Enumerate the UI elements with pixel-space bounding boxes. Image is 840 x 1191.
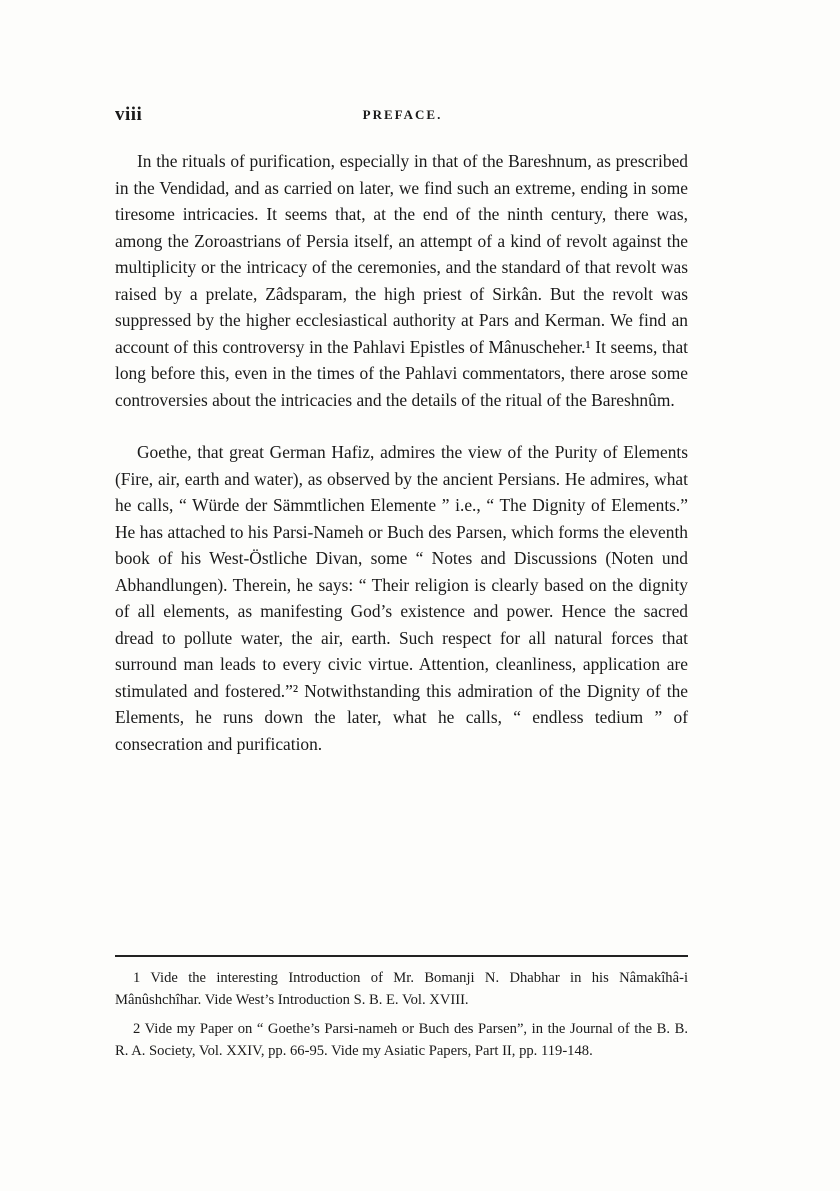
footnote-divider	[115, 955, 688, 957]
footnote-2: 2 Vide my Paper on “ Goethe’s Parsi-nameh or Buch des Parsen”, in the Journal of the B. B. R. A. Society, Vol. XXIV, pp. 66-95. Vide my Asiatic Papers, Part II, pp. 119-148.	[115, 1021, 688, 1059]
paragraph-purification: In the rituals of purification, especially in that of the Bareshnum, as prescribed in the Vendidad, and as carried on later, we find such an extreme, ending in some tiresome intricacies. It seems that, at the end of the ninth century, there was, among the Zoroastrians of Persia itself, an attempt of a kind of revolt against the multiplicity or the intricacy of the ceremonies, and the standard of that revolt was raised by a prelate, Zâdsparam, the high priest of Sirkân. But the revolt was suppressed by the higher ecclesiastical authority at Pars and Kerman. We find an account of this controversy in the Pahlavi Epistles of Mânuscheher.¹ It seems, that long before this, even in the times of the Pahlavi commentators, there arose some controversies about the intricacies and the details of the ritual of the Bareshnûm.	[115, 151, 688, 410]
running-header	[115, 104, 690, 128]
footnotes	[115, 968, 688, 1062]
paragraph-goethe: Goethe, that great German Hafiz, admires the view of the Purity of Elements (Fire, air, earth and water), as observed by the ancient Persians. He admires, what he calls, “ Würde der Sämmtlichen Elemente ” i.e., “ The Dignity of Elements.” He has attached to his Parsi-Nameh or Buch des Parsen, which forms the eleventh book of his West-Östliche Divan, some “ Notes and Discussions (Noten und Abhandlungen). Therein, he says: “ Their religion is clearly based on the dignity of all elements, as manifesting God’s existence and power. Hence the sacred dread to pollute water, the air, earth. Such respect for all natural forces that surround man leads to every civic virtue. Attention, cleanliness, application are stimulated and fostered.”² Notwithstanding this admiration of the Dignity of the Elements, he runs down the later, what he calls, “ endless tedium ” of consecration and purification.	[115, 442, 688, 754]
page-number: viii	[115, 104, 143, 125]
footnote-1: 1 Vide the interesting Introduction of Mr. Bomanji N. Dhabhar in his Nâmakîhâ-i Mânûshchîhar. Vide West’s Introduction S. B. E. Vol. XVIII.	[115, 970, 688, 1008]
header-title: PREFACE.	[362, 107, 443, 122]
body-text	[115, 148, 688, 757]
